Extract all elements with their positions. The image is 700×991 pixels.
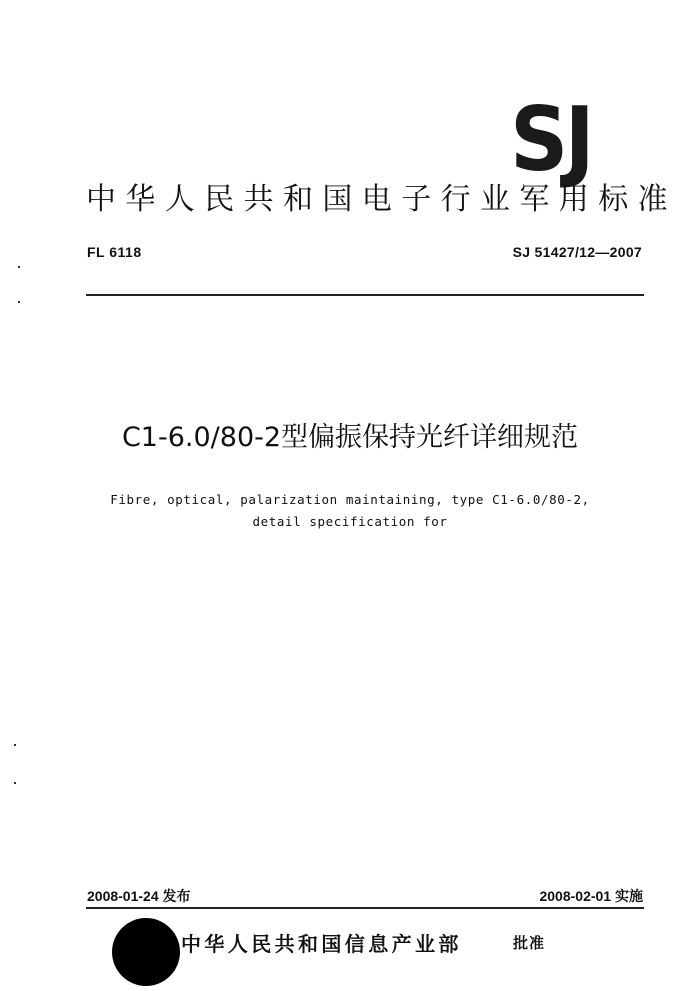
sj-logo: SJ	[510, 88, 592, 191]
classification-code: FL 6118	[87, 244, 142, 260]
issue-date: 2008-01-24 发布	[87, 888, 191, 904]
seal-mark	[112, 918, 180, 986]
scan-speck	[14, 744, 16, 746]
english-title-line-1: Fibre, optical, palarization maintaining, type C1-6.0/80-2,	[110, 492, 590, 507]
standard-number: SJ 51427/12—2007	[512, 244, 642, 260]
issuing-authority: 中华人民共和国信息产业部	[181, 932, 462, 956]
header-divider	[86, 294, 644, 296]
document-title-chinese: C1-6.0/80-2型偏振保持光纤详细规范	[121, 422, 579, 453]
standard-category-title: 中华人民共和国电子行业军用标准	[86, 182, 677, 217]
scan-speck	[18, 266, 20, 268]
english-title-line-2: detail specification for	[252, 514, 448, 529]
approval-label: 批准	[513, 934, 546, 952]
scan-speck	[18, 301, 20, 303]
effective-date: 2008-02-01 实施	[539, 888, 643, 904]
scan-speck	[14, 782, 16, 784]
document-title-english	[0, 489, 700, 533]
footer-divider	[86, 907, 644, 909]
